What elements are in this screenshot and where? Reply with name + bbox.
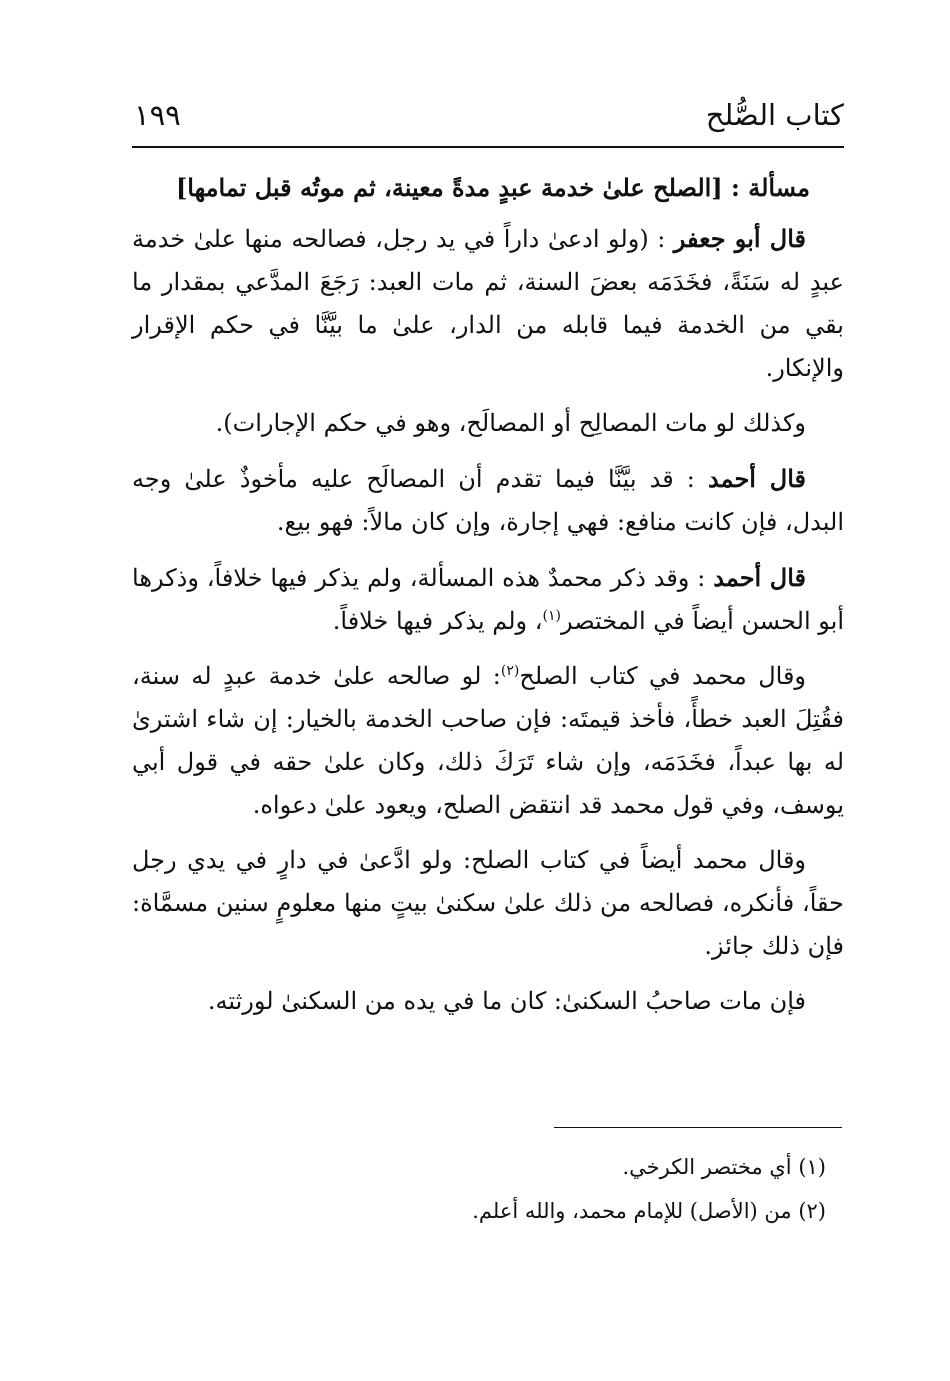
paragraph	[132, 457, 844, 544]
paragraph-text: فإن مات صاحبُ السكنىٰ: كان ما في يده من السكنىٰ لورثته.	[207, 987, 806, 1015]
paragraph	[132, 839, 844, 968]
footnote: (١) أي مختصر الكرخي.	[622, 1155, 826, 1179]
speaker-name: قال أبو جعفر	[673, 224, 806, 253]
speaker-name: قال أحمد	[713, 563, 807, 592]
paragraph	[132, 655, 844, 827]
paragraph	[132, 556, 844, 643]
section-heading: مسألة : [الصلح علىٰ خدمة عبدٍ مدةً معينة، ثم موتُه قبل تمامها]	[175, 173, 810, 202]
paragraph-text: وكذلك لو مات المصالِح أو المصالَح، وهو في حكم الإجارات).	[215, 409, 806, 437]
paragraph-text: : (ولو ادعىٰ داراً في يد رجل، فصالحه منها علىٰ خدمة عبدٍ له سَنَةً، فخَدَمَه بعضَ السنة، ثم مات العبد: رَجَعَ المدَّعي بمقدار ما بقي من الخدمة فيما قابله من الدار، علىٰ ما بيَّنَّا في حكم الإقرار والإنكار.	[132, 225, 844, 382]
paragraph-text: ، ولم يذكر فيها خلافاً.	[332, 607, 543, 635]
paragraph	[132, 402, 844, 445]
running-header	[132, 92, 844, 148]
paragraph-text: : وقد ذكر محمدٌ هذه المسألة، ولم يذكر فيها خلافاً، وذكرها أبو الحسن أيضاً في المختصر	[132, 564, 844, 635]
footnote-ref: (١)	[542, 608, 561, 624]
paragraph-text: وقال محمد في كتاب الصلح	[519, 662, 807, 690]
main-text	[132, 166, 844, 1035]
paragraph-text: وقال محمد أيضاً في كتاب الصلح: ولو ادَّعىٰ في دارٍ في يدي رجل حقاً، فأنكره، فصالحه من ذلك علىٰ سكنىٰ بيتٍ منها معلومٍ سنين مسمَّاة: فإن ذلك جائز.	[132, 846, 844, 960]
paragraph-text: : لو صالحه علىٰ خدمة عبدٍ له سنة، فقُتِلَ العبد خطأً، فأخذ قيمتَه: فإن صاحب الخدمة بالخيار: إن شاء اشترىٰ له بها عبداً، فخَدَمَه، وإن شاء تَرَكَ ذلك، وكان علىٰ حقه في قول أبي يوسف، وفي قول محمد قد انتقض الصلح، ويعود علىٰ دعواه.	[132, 662, 845, 819]
page-number: ١٩٩	[134, 98, 181, 132]
paragraph	[132, 980, 844, 1023]
speaker-name: قال أحمد	[707, 464, 806, 493]
paragraph-text: : قد بيَّنَّا فيما تقدم أن المصالَح عليه مأخوذٌ علىٰ وجه البدل، فإن كانت منافع: فهي إجارة، وإن كان مالاً: فهو بيع.	[132, 465, 844, 536]
footnotes	[226, 1145, 826, 1233]
footnote-separator	[554, 1127, 842, 1128]
paragraph	[132, 217, 844, 390]
footnote: (٢) من (الأصل) للإمام محمد، والله أعلم.	[472, 1199, 826, 1223]
chapter-title: كتاب الصُّلح	[705, 98, 844, 132]
footnote-ref: (٢)	[500, 663, 520, 679]
